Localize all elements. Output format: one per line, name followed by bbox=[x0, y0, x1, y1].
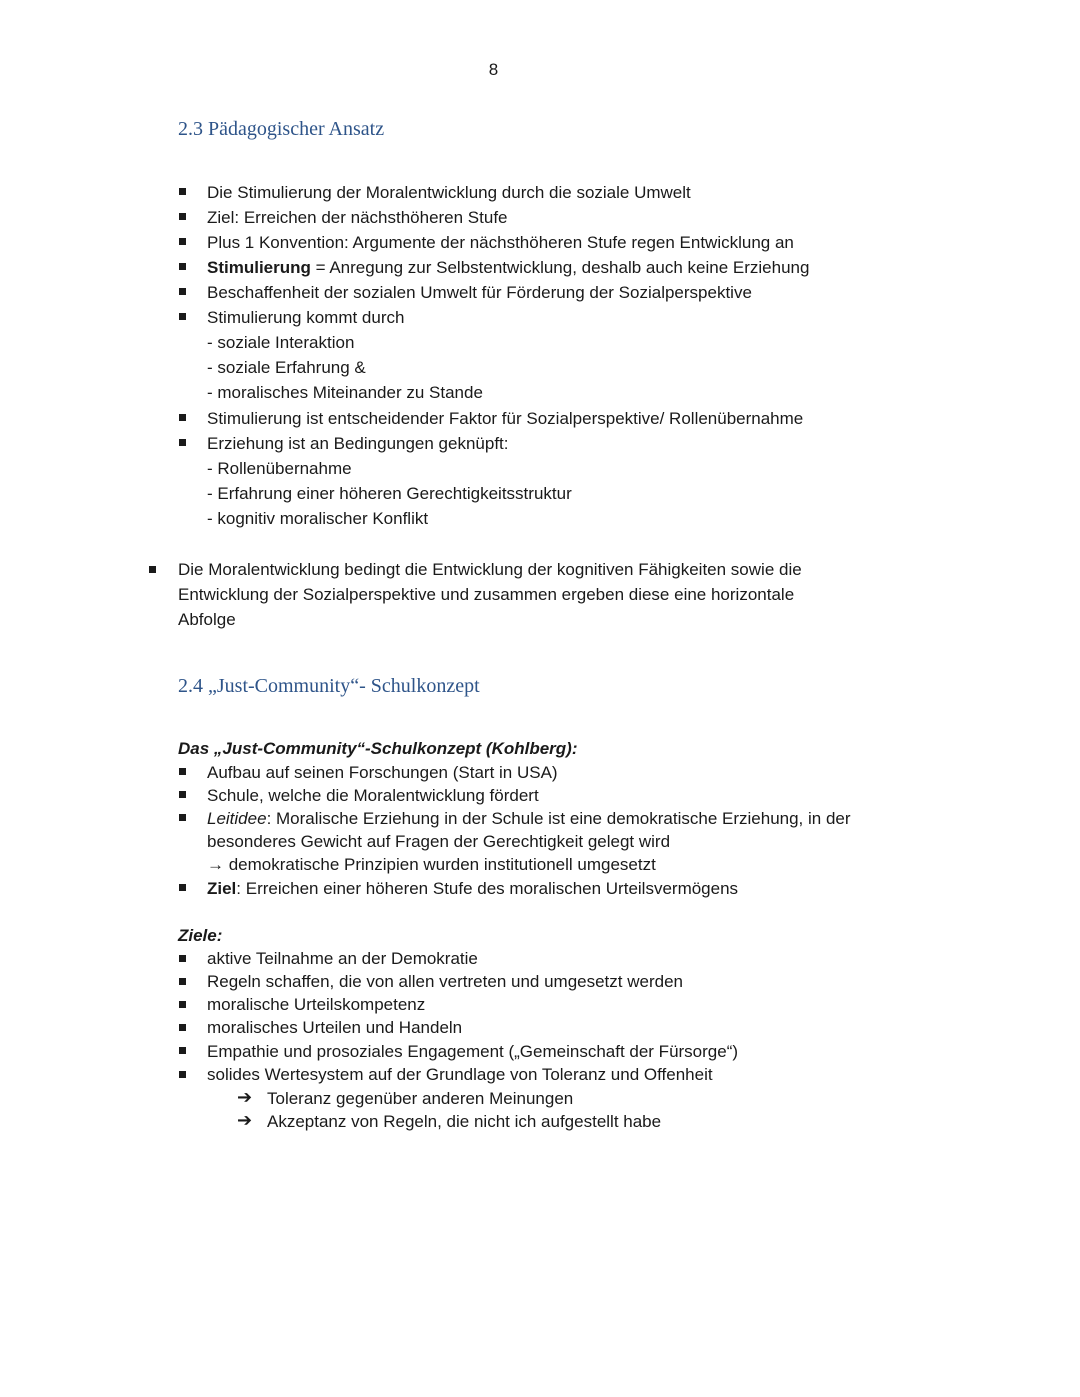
bullet-icon bbox=[179, 439, 186, 446]
list-item-text: : Moralische Erziehung in der Schule ist eine demokratische Erziehung, in der bbox=[266, 809, 851, 828]
paragraph-line: Abfolge bbox=[178, 610, 236, 629]
list-item bbox=[207, 807, 851, 830]
goal-item: aktive Teilnahme an der Demokratie bbox=[207, 949, 478, 968]
bullet-icon bbox=[179, 814, 186, 821]
list-item: Plus 1 Konvention: Argumente der nächsthöheren Stufe regen Entwicklung an bbox=[207, 233, 794, 252]
bold-term: Stimulierung bbox=[207, 258, 311, 277]
bullet-icon bbox=[179, 791, 186, 798]
bullet-icon bbox=[179, 188, 186, 195]
bullet-icon bbox=[179, 238, 186, 245]
italic-term: Leitidee bbox=[207, 809, 267, 828]
goal-item: Empathie und prosoziales Engagement („Gemeinschaft der Fürsorge“) bbox=[207, 1042, 739, 1061]
list-item: Ziel: Erreichen der nächsthöheren Stufe bbox=[207, 208, 508, 227]
goals-title: Ziele: bbox=[178, 926, 223, 945]
bullet-icon bbox=[179, 288, 186, 295]
section-heading-2-3: 2.3 Pädagogischer Ansatz bbox=[178, 118, 385, 140]
section-heading-2-4: 2.4 „Just-Community“- Schulkonzept bbox=[178, 675, 480, 697]
list-item bbox=[207, 255, 809, 280]
goal-item: solides Wertesystem auf der Grundlage von Toleranz und Offenheit bbox=[207, 1065, 713, 1084]
bold-term: Ziel bbox=[207, 879, 237, 898]
goal-item: moralische Urteilskompetenz bbox=[207, 995, 426, 1014]
bullet-icon bbox=[179, 1001, 186, 1008]
list-item: Beschaffenheit der sozialen Umwelt für Förderung der Sozialperspektive bbox=[207, 283, 752, 302]
bullet-icon bbox=[179, 263, 186, 270]
list-item bbox=[207, 877, 738, 900]
bullet-icon bbox=[179, 1071, 186, 1078]
bullet-icon bbox=[179, 955, 186, 962]
paragraph-line: Die Moralentwicklung bedingt die Entwicklung der kognitiven Fähigkeiten sowie die bbox=[178, 560, 802, 579]
list-item: Stimulierung kommt durch bbox=[207, 308, 405, 327]
sub-item: - soziale Interaktion bbox=[207, 333, 355, 352]
goal-item: Regeln schaffen, die von allen vertreten und umgesetzt werden bbox=[207, 972, 683, 991]
goal-item: moralisches Urteilen und Handeln bbox=[207, 1018, 463, 1037]
bullet-icon bbox=[179, 213, 186, 220]
bullet-icon bbox=[179, 414, 186, 421]
paragraph-line: Entwicklung der Sozialperspektive und zusammen ergeben diese eine horizontale bbox=[178, 585, 795, 604]
list-item-text: : Erreichen einer höheren Stufe des moralischen Urteilsvermögens bbox=[236, 879, 739, 898]
concept-title: Das „Just-Community“-Schulkonzept (Kohlberg): bbox=[178, 739, 578, 758]
arrow-line: → demokratische Prinzipien wurden institutionell umgesetzt bbox=[207, 855, 656, 874]
sub-item: - soziale Erfahrung & bbox=[207, 358, 366, 377]
list-item-text: = Anregung zur Selbstentwicklung, deshalb auch keine Erziehung bbox=[310, 258, 810, 277]
sub-item: - Rollenübernahme bbox=[207, 459, 352, 478]
list-item: Erziehung ist an Bedingungen geknüpft: bbox=[207, 434, 509, 453]
bullet-icon bbox=[179, 978, 186, 985]
list-item-continuation: besonderes Gewicht auf Fragen der Gerechtigkeit gelegt wird bbox=[207, 832, 671, 851]
bullet-icon bbox=[149, 566, 156, 573]
sub-item: - kognitiv moralischer Konflikt bbox=[207, 509, 429, 528]
sub-item: - Erfahrung einer höheren Gerechtigkeitsstruktur bbox=[207, 484, 572, 503]
bullet-icon bbox=[179, 768, 186, 775]
bullet-icon bbox=[179, 884, 186, 891]
list-item: Aufbau auf seinen Forschungen (Start in USA) bbox=[207, 763, 558, 782]
bullet-icon bbox=[179, 1047, 186, 1054]
arrow-right-icon: ➔ bbox=[237, 1087, 253, 1107]
list-item: Stimulierung ist entscheidender Faktor für Sozialperspektive/ Rollenübernahme bbox=[207, 409, 804, 428]
bullet-icon bbox=[179, 313, 186, 320]
arrow-right-icon: ➔ bbox=[237, 1110, 253, 1130]
goal-arrow-item: Akzeptanz von Regeln, die nicht ich aufgestellt habe bbox=[267, 1112, 662, 1131]
goal-arrow-item: Toleranz gegenüber anderen Meinungen bbox=[267, 1089, 574, 1108]
bullet-icon bbox=[179, 1024, 186, 1031]
sub-item: - moralisches Miteinander zu Stande bbox=[207, 383, 483, 402]
list-item: Die Stimulierung der Moralentwicklung durch die soziale Umwelt bbox=[207, 183, 691, 202]
list-item: Schule, welche die Moralentwicklung fördert bbox=[207, 786, 539, 805]
page-number: 8 bbox=[488, 60, 499, 79]
